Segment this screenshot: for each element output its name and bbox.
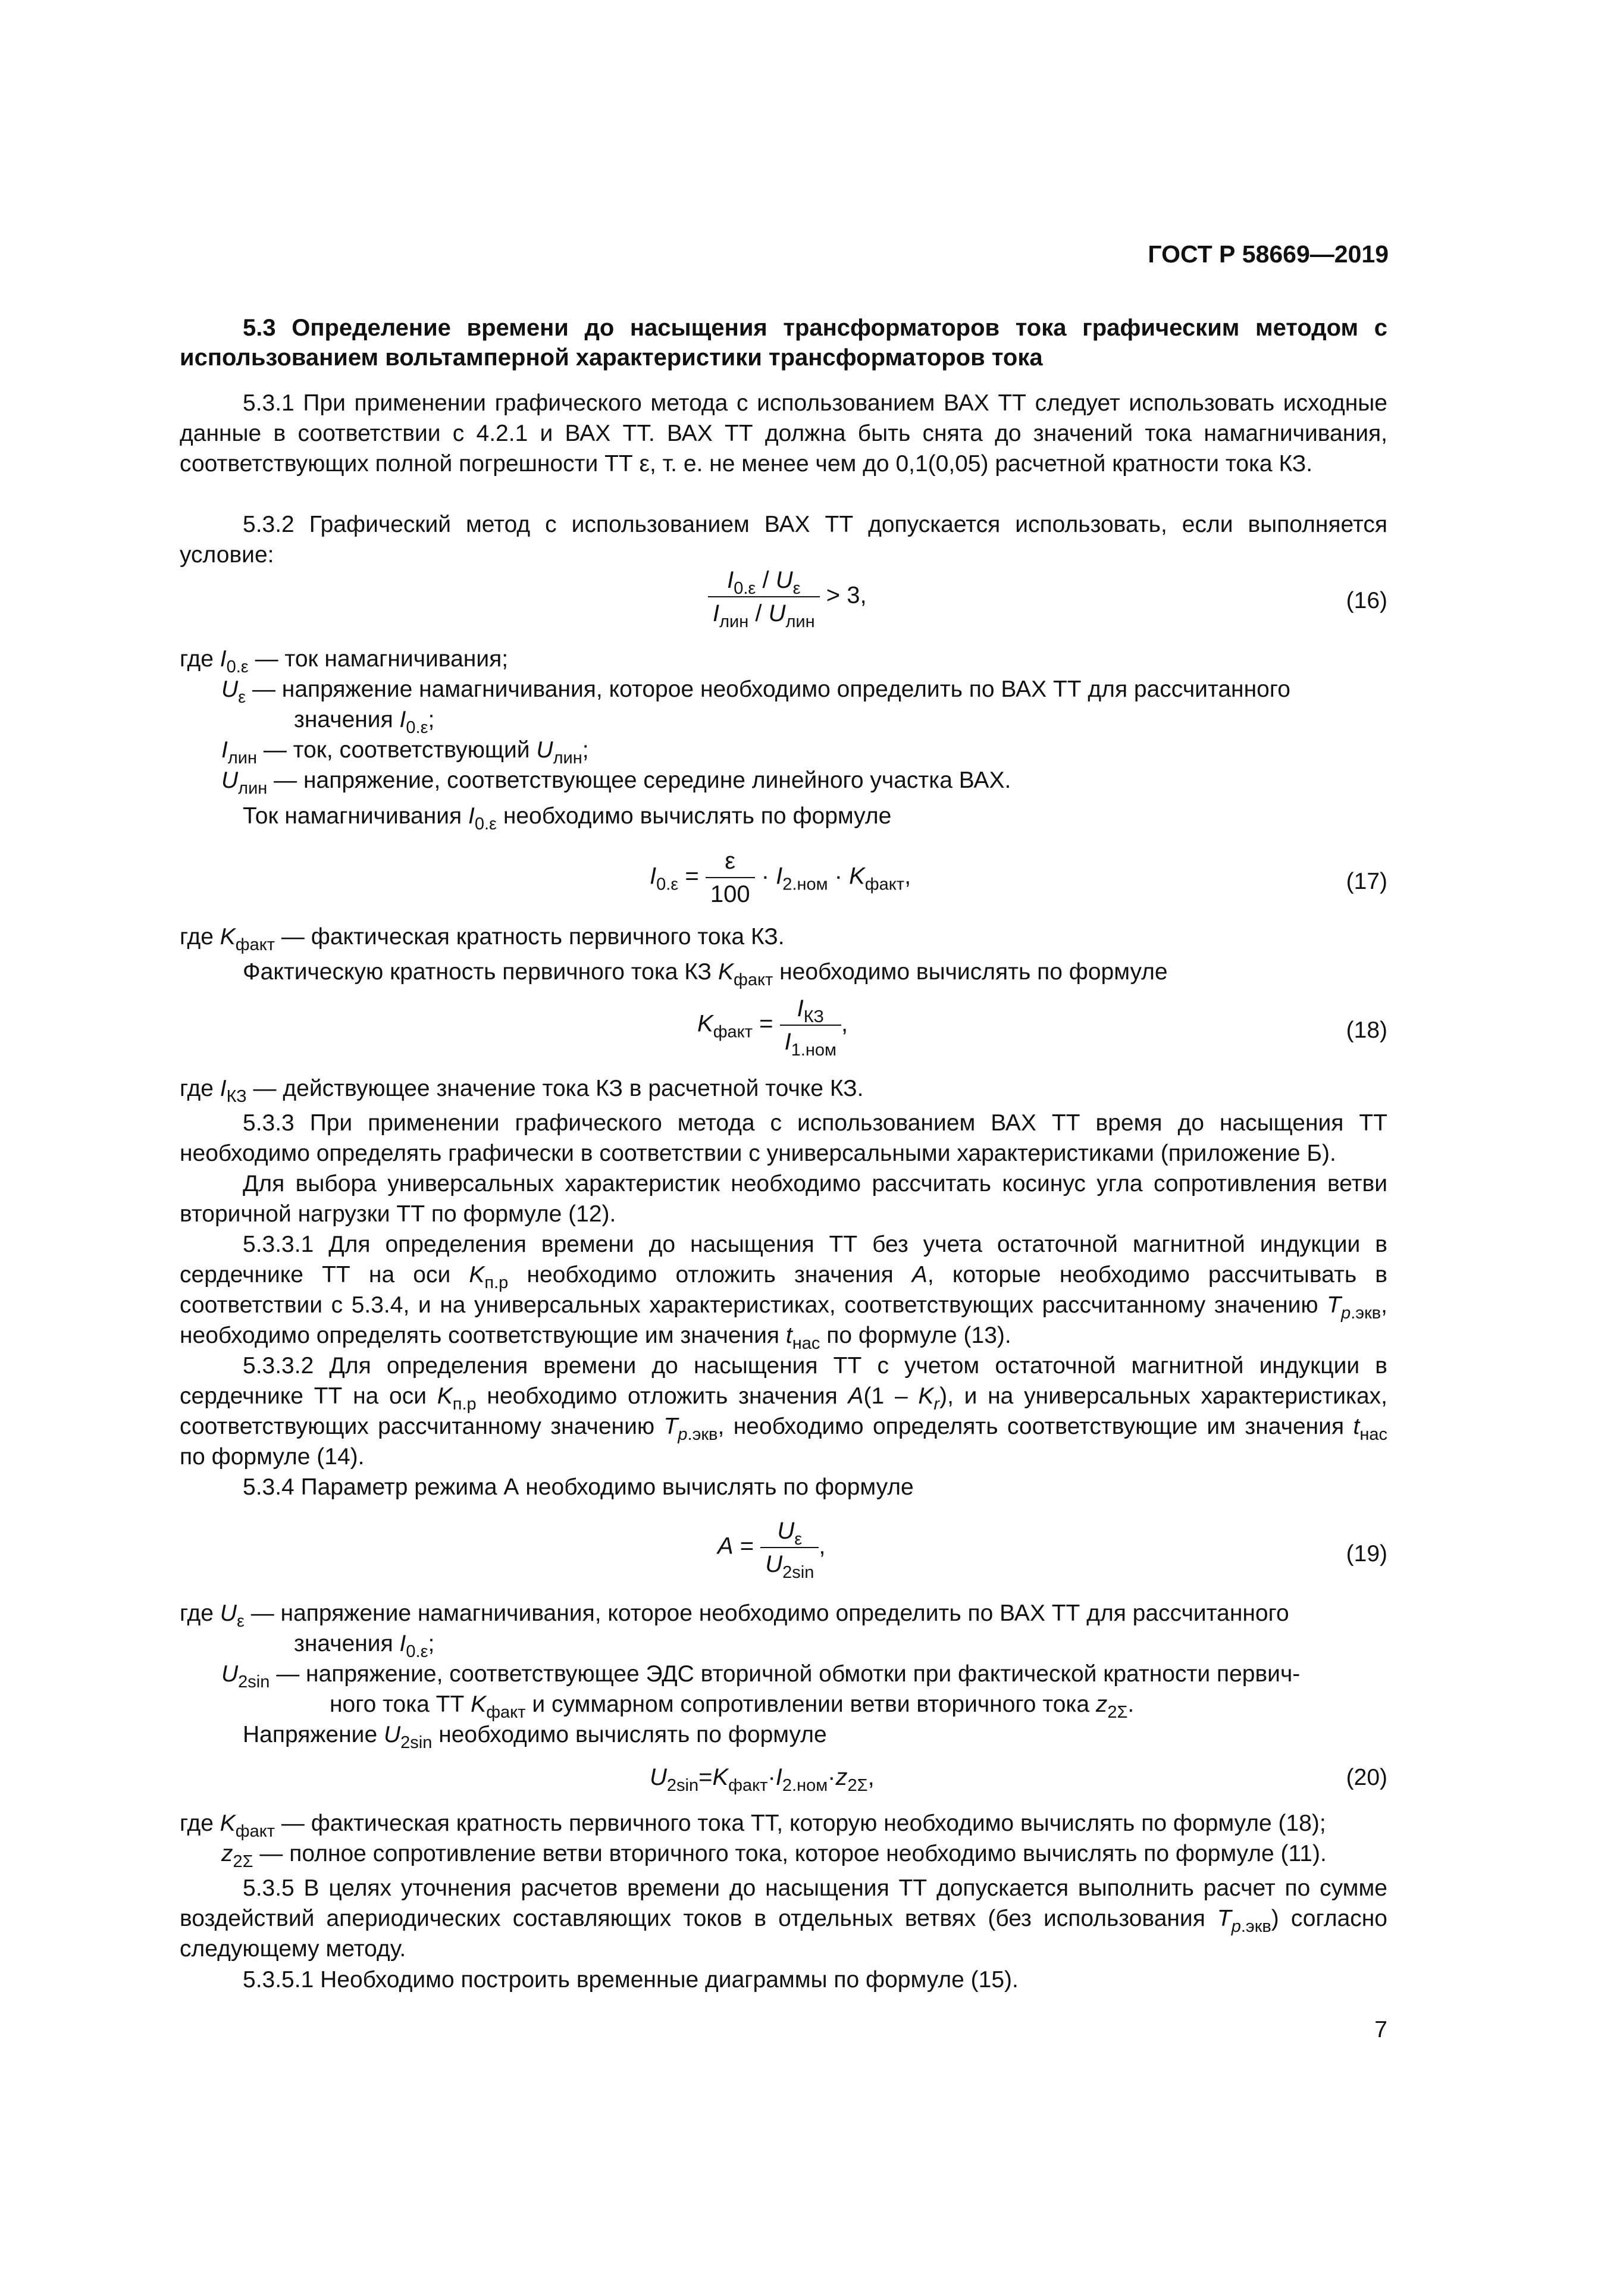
where-block-19: где $U_\varepsilon$ — напряжение намагничивания, которое необходимо определить по ВАХ ТТ для рассчитанного: [180, 1600, 1289, 1631]
def-z2sum: $z_{2\Sigma}$ — полное сопротивление ветви вторичного тока, которое необходимо вычислять по формуле (11).: [221, 1841, 1327, 1872]
page-number: 7: [1374, 2017, 1387, 2043]
paragraph-5-3-1: 5.3.1 При применении графического метода с использованием ВАХ ТТ следует использовать исходные данные в соответствии с 4.2.1 и ВАХ ТТ. ВАХ ТТ должна быть снята до значений тока намагничивания, соответствующих полной погрешности ТТ ε, т. е. не менее чем до 0,1(0,05) расчетной кратности тока КЗ.: [180, 390, 1387, 477]
paragraph-fakt-kratnost: Фактическую кратность первичного тока КЗ $K_{факт}$ необходимо вычислять по формуле: [243, 959, 1168, 990]
formula-19: A = $\frac{U_\varepsilon}{U_{2sin}}$ ,: [717, 1515, 826, 1580]
section-heading: 5.3 Определение времени до насыщения трансформаторов тока графическим методом с использованием вольтамперной характеристики трансформаторов тока: [180, 315, 1387, 371]
where-block-17: где $K_{факт}$ — фактическая кратность первичного тока КЗ.: [180, 924, 785, 955]
where-block-20: где $K_{факт}$ — фактическая кратность первичного тока ТТ, которую необходимо вычислять по формуле (18);: [180, 1811, 1326, 1841]
paragraph-5-3-2: 5.3.2 Графический метод с использованием ВАХ ТТ допускается использовать, если выполняется условие:: [180, 512, 1387, 568]
standard-number: ГОСТ Р 58669—2019: [1148, 240, 1389, 268]
def-u-epsilon: $U_\varepsilon$ — напряжение намагничивания, которое необходимо определить по ВАХ ТТ для рассчитанного значения $I_{0.\varepsilon}$;: [221, 676, 1290, 738]
def-u2sin-cont: ного тока ТТ $K_{факт}$ и суммарном сопротивлении ветви вторичного тока $z_{2\Sigma}$.: [330, 1692, 1135, 1722]
paragraph-napryazhenie: Напряжение $U_{2sin}$ необходимо вычислять по формуле: [243, 1722, 827, 1753]
paragraph-5-3-3-1: 5.3.3.1 Для определения времени до насыщения ТТ без учета остаточной магнитной индукции в сердечнике ТТ на оси $K_{п.р}$ необходимо отложить значения A, которые необходимо рассчитывать в соответствии с 5.3.4, и на универсальных характеристиках, соответствующих рассчитанному значению $T_{p.экв}$, необходимо определять соответствующие им значения $t_{нас}$ по формуле (13).: [180, 1232, 1388, 1354]
equation-number-18: (18): [1346, 1017, 1387, 1043]
paragraph-tok-namagnichivaniya: Ток намагничивания $I_{0.\varepsilon}$ необходимо вычислять по формуле: [243, 803, 892, 834]
formula-17: $I_{0.\varepsilon}$ = $\frac{\varepsilon}{100}$ · $I_{2.ном} \cdot K_{факт}$,: [650, 845, 911, 910]
where-block-18: где $I_{КЗ}$ — действующее значение тока КЗ в расчетной точке КЗ.: [180, 1076, 864, 1107]
paragraph-5-3-5: 5.3.5 В целях уточнения расчетов времени до насыщения ТТ допускается выполнить расчет по сумме воздействий апериодических составляющих токов в отдельных ветвях (без использования $T_{p.экв}$) согласно следующему методу.: [180, 1875, 1387, 1962]
equation-number-16: (16): [1346, 588, 1387, 613]
def-i-lin: $I_{лин}$ — ток, соответствующий $U_{лин}$;: [221, 737, 589, 768]
equation-number-17: (17): [1346, 869, 1387, 894]
formula-20: $U_{2sin}=K_{факт}\cdot I_{2.ном}\cdot z_{2\Sigma}$,: [650, 1764, 875, 1796]
paragraph-5-3-4: 5.3.4 Параметр режима А необходимо вычислять по формуле: [243, 1474, 914, 1500]
formula-16: $\frac{I_{0.\varepsilon} / U_\varepsilon}{I_{лин} / U_{лин}}$ > 3,: [708, 564, 867, 629]
paragraph-5-3-5-1: 5.3.5.1 Необходимо построить временные диаграммы по формуле (15).: [243, 1967, 1019, 1993]
def-u-epsilon-cont: значения $I_{0.\varepsilon}$;: [294, 1631, 435, 1662]
paragraph-5-3-3-2: 5.3.3.2 Для определения времени до насыщения ТТ с учетом остаточной магнитной индукции в сердечнике ТТ на оси $K_{п.р}$ необходимо отложить значения $A(1 - K_r)$, и на универсальных характеристиках, соответствующих рассчитанному значению $T_{p.экв}$, необходимо определять соответствующие им значения $t_{нас}$ по формуле (14).: [180, 1353, 1388, 1470]
where-block-16: где $I_{0.\varepsilon}$ — ток намагничивания;: [180, 646, 509, 677]
paragraph-5-3-3: 5.3.3 При применении графического метода с использованием ВАХ ТТ время до насыщения ТТ необходимо определять графически в соответствии с универсальными характеристиками (приложение Б).: [180, 1110, 1387, 1166]
equation-number-20: (20): [1346, 1765, 1387, 1790]
formula-18: $K_{факт}$ = $\frac{I_{КЗ}}{I_{1.ном}}$ ,: [697, 992, 848, 1058]
def-u-lin: $U_{лин}$ — напряжение, соответствующее середине линейного участка ВАХ.: [221, 768, 1011, 798]
def-u2sin: $U_{2sin}$ — напряжение, соответствующее ЭДС вторичной обмотки при фактической кратности первич-: [221, 1661, 1301, 1692]
paragraph-5-3-3-cos: Для выбора универсальных характеристик необходимо рассчитать косинус угла сопротивления ветви вторичной нагрузки ТТ по формуле (12).: [180, 1171, 1387, 1227]
equation-number-19: (19): [1346, 1541, 1387, 1567]
